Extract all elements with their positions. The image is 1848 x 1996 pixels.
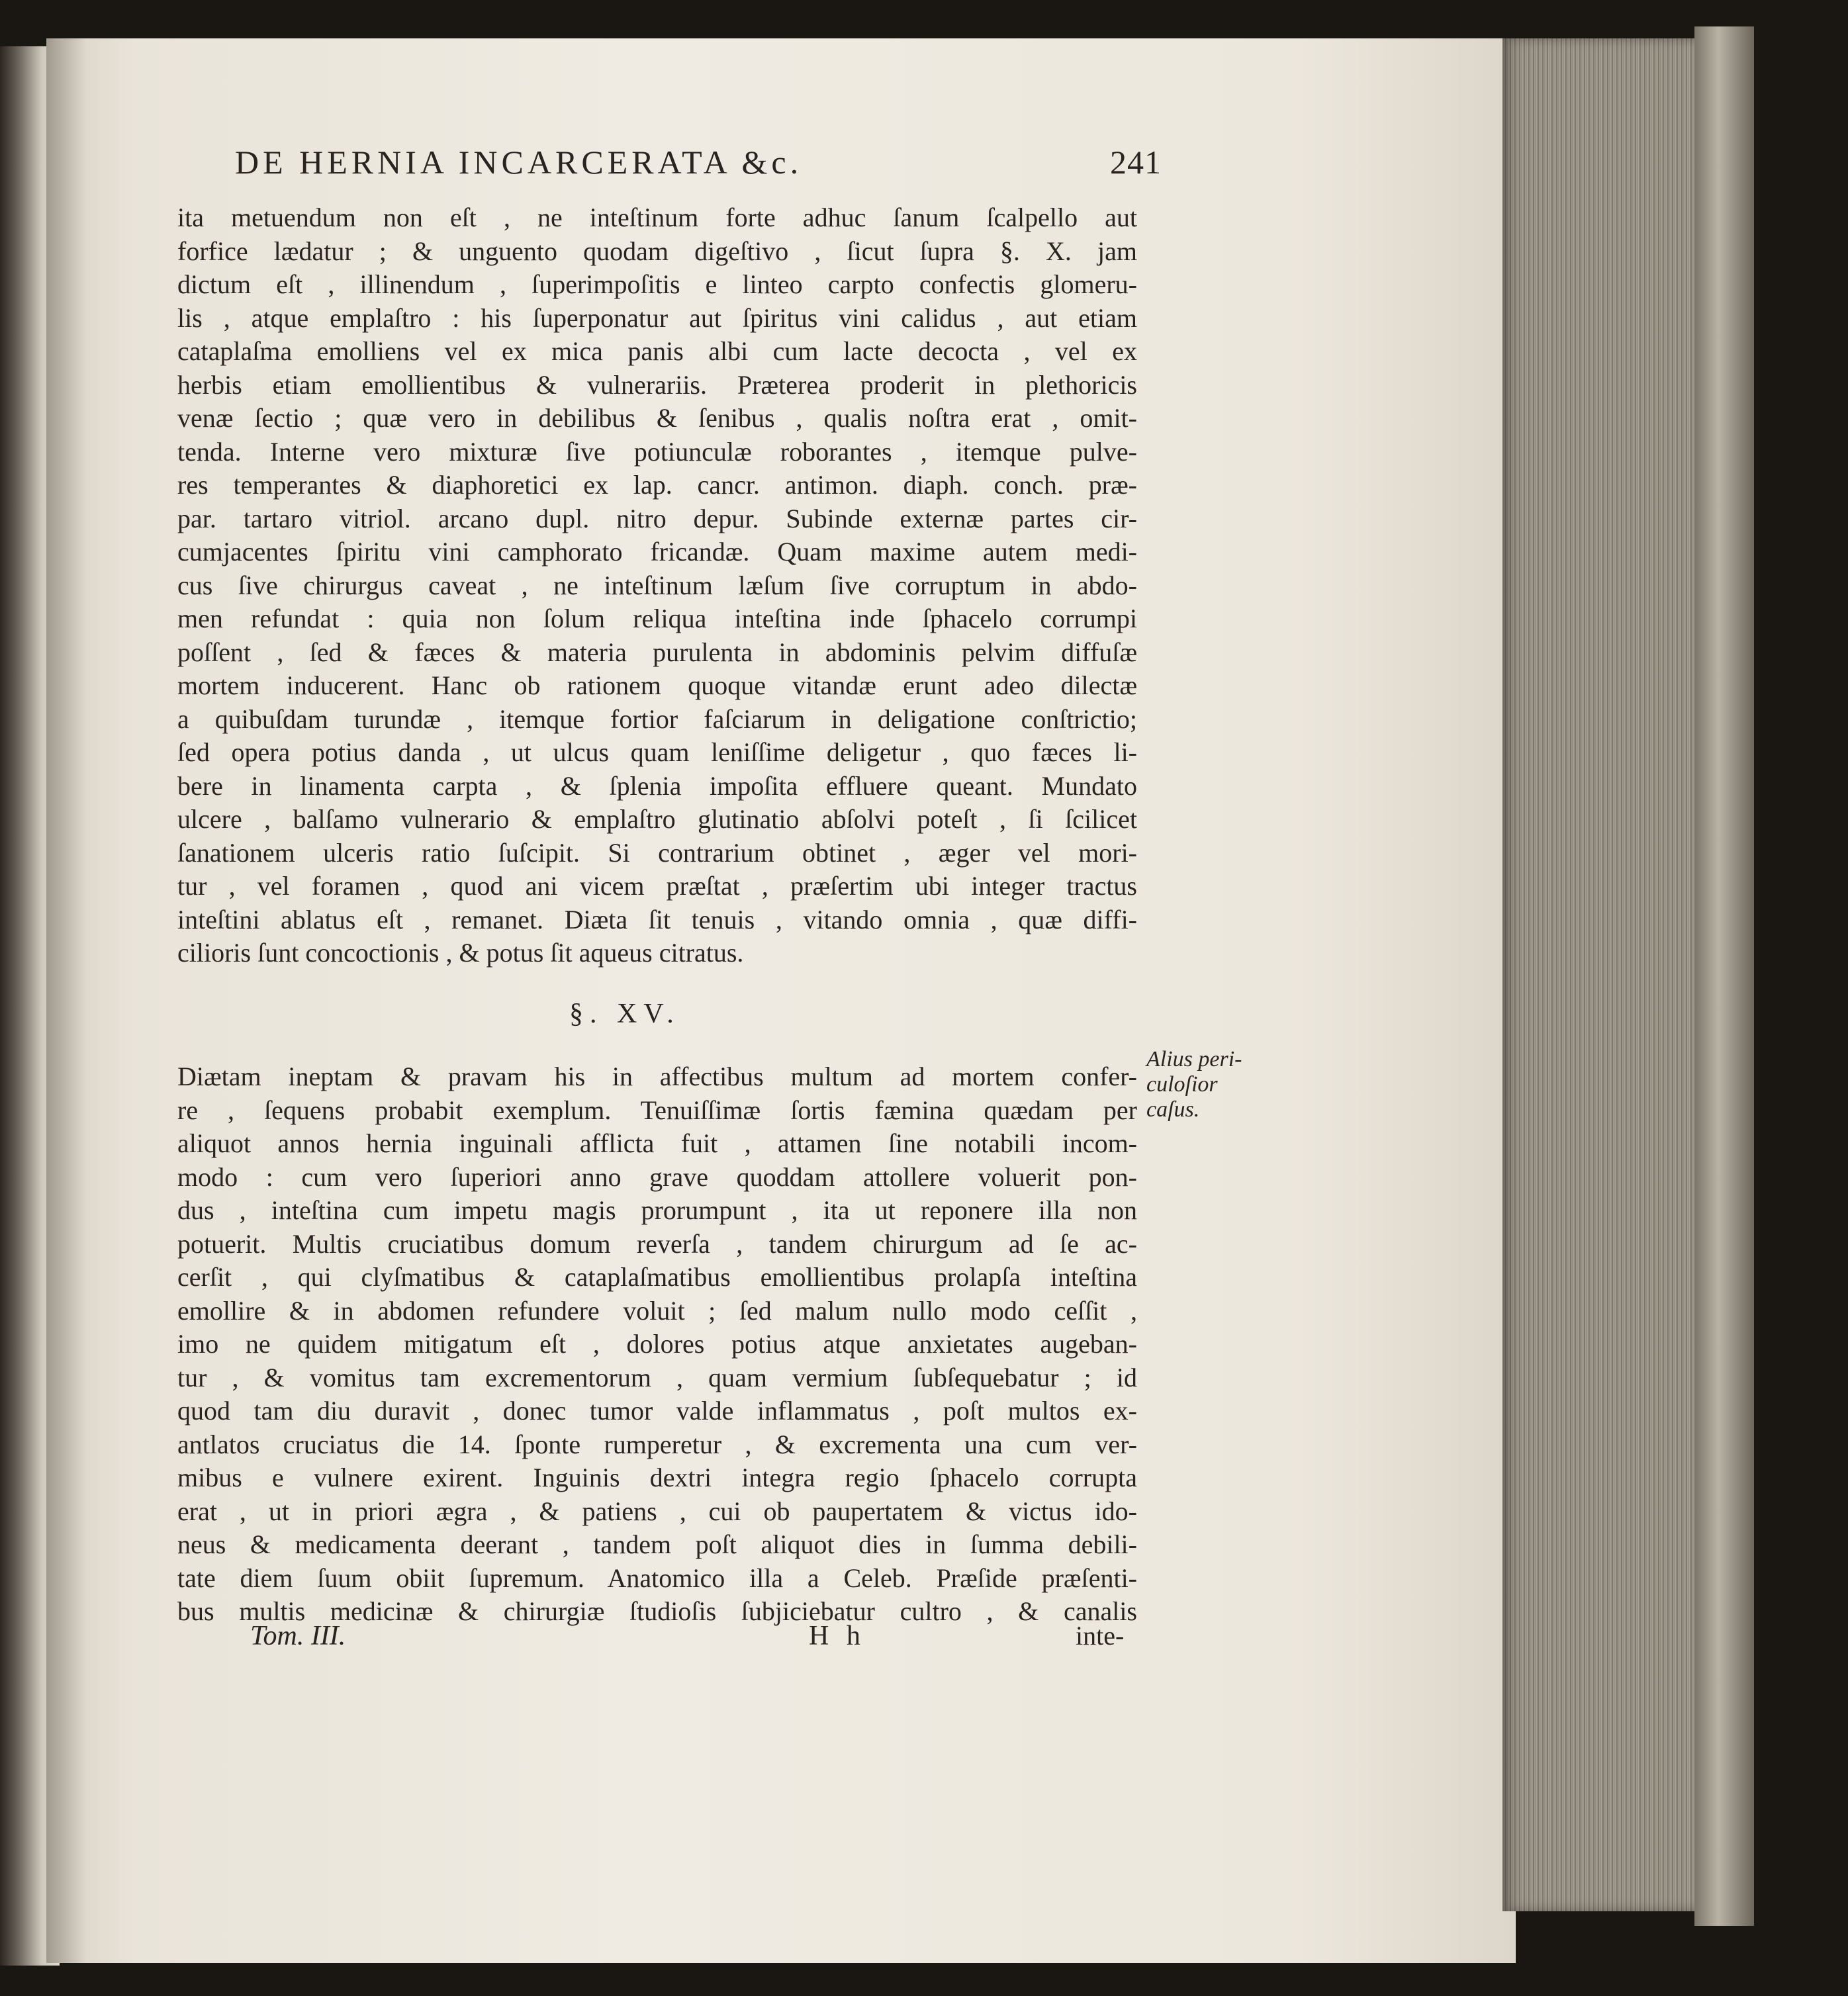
cover-edge xyxy=(1694,26,1754,1926)
text-line: modo : cum vero ſuperiori anno grave quoddam attollere voluerit pon- xyxy=(177,1161,1137,1192)
volume-mark: Tom. III. xyxy=(250,1621,346,1651)
text-line: dus , inteſtina cum impetu magis prorumpunt , ita ut reponere illa non xyxy=(177,1195,1137,1225)
text-line: forfice lædatur ; & unguento quodam digeſtivo , ſicut ſupra §. X. jam xyxy=(177,236,1137,266)
text-line: mibus e vulnere exirent. Inguinis dextri integra regio ſphacelo corrupta xyxy=(177,1463,1137,1492)
text-line: tenda. Interne vero mixturæ ſive potiunculæ roborantes , itemque pulve- xyxy=(177,436,1137,467)
text-line: bus multis medicinæ & chirurgiæ ſtudioſis ſubjiciebatur cultro , & canalis xyxy=(177,1596,1137,1626)
text-line: potuerit. Multis cruciatibus domum reverſa , tandem chirurgum ad ſe ac- xyxy=(177,1228,1137,1259)
running-header xyxy=(235,143,1162,196)
text-line: lis , atque emplaſtro : his ſuperponatur aut ſpiritus vini calidus , aut etiam xyxy=(177,302,1137,333)
signature-mark: H h xyxy=(809,1621,866,1651)
margin-note-line: Alius peri- xyxy=(1146,1047,1242,1071)
text-line: aliquot annos hernia inguinali afflicta fuit , attamen ſine notabili incom- xyxy=(177,1128,1137,1158)
section-heading: §. XV. xyxy=(569,999,680,1029)
text-line: bere in linamenta carpta , & ſplenia impoſita effluere queant. Mundato xyxy=(177,770,1137,801)
text-line: dictum eſt , illinendum , ſuperimpoſitis e linteo carpto confectis glomeru- xyxy=(177,269,1137,299)
text-line: men refundat : quia non ſolum reliqua inteſtina inde ſphacelo corrumpi xyxy=(177,604,1137,633)
text-line: a quibuſdam turundæ , itemque fortior faſciarum in deligatione conſtrictio; xyxy=(177,703,1137,734)
page-block-edge xyxy=(1502,38,1701,1911)
text-line: inteſtini ablatus eſt , remanet. Diæta ſit tenuis , vitando omnia , quæ diffi- xyxy=(177,904,1137,934)
text-line: res temperantes & diaphoretici ex lap. cancr. antimon. diaph. conch. præ- xyxy=(177,470,1137,500)
text-line: cerſit , qui clyſmatibus & cataplaſmatibus emollientibus prolapſa inteſtina xyxy=(177,1262,1137,1292)
margin-note-line: caſus. xyxy=(1146,1097,1200,1122)
text-line: emollire & in abdomen refundere voluit ; ſed malum nullo modo ceſſit , xyxy=(177,1295,1137,1326)
page-number: 241 xyxy=(1110,144,1162,181)
gutter-shadow xyxy=(46,38,86,1963)
text-line: herbis etiam emollientibus & vulnerariis. Præterea proderit in plethoricis xyxy=(177,369,1137,400)
text-line: cataplaſma emolliens vel ex mica panis albi cum lacte decocta , vel ex xyxy=(177,336,1137,366)
text-line: antlatos cruciatus die 14. ſponte rumperetur , & excrementa una cum ver- xyxy=(177,1429,1137,1459)
text-line: cilioris ſunt concoctionis , & potus ſit aqueus citratus. xyxy=(177,938,744,968)
text-line: quod tam diu duravit , donec tumor valde inflammatus , poſt multos ex- xyxy=(177,1396,1137,1426)
text-line: tur , & vomitus tam excrementorum , quam vermium ſubſequebatur ; id xyxy=(177,1362,1137,1392)
text-line: ita metuendum non eſt , ne inteſtinum forte adhuc ſanum ſcalpello aut xyxy=(177,203,1137,232)
text-line: tate diem ſuum obiit ſupremum. Anatomico illa a Celeb. Præſide præſenti- xyxy=(177,1563,1137,1593)
margin-note xyxy=(1146,1047,1242,1122)
text-line: Diætam ineptam & pravam his in affectibus multum ad mortem confer- xyxy=(177,1062,1137,1091)
text-line: tur , vel foramen , quod ani vicem præſtat , præſertim ubi integer tractus xyxy=(177,871,1137,901)
paragraph-continued xyxy=(177,201,1137,970)
text-line: poſſent , ſed & fæces & materia purulenta in abdominis pelvim diffuſæ xyxy=(177,637,1137,667)
text-line: ſanationem ulceris ratio ſuſcipit. Si contrarium obtinet , æger vel mori- xyxy=(177,837,1137,868)
text-line: imo ne quidem mitigatum eſt , dolores potius atque anxietates augeban- xyxy=(177,1329,1137,1359)
text-line: neus & medicamenta deerant , tandem poſt aliquot dies in ſumma debili- xyxy=(177,1529,1137,1559)
running-title: DE HERNIA INCARCERATA &c. xyxy=(235,144,803,181)
text-line: cus ſive chirurgus caveat , ne inteſtinum læſum ſive corruptum in abdo- xyxy=(177,570,1137,600)
text-line: erat , ut in priori ægra , & patiens , cui ob paupertatem & victus ido- xyxy=(177,1496,1137,1526)
text-line: re , ſequens probabit exemplum. Tenuiſſimæ ſortis fæmina quædam per xyxy=(177,1095,1137,1125)
margin-note-line: culoſior xyxy=(1146,1072,1218,1097)
text-line: ſed opera potius danda , ut ulcus quam leniſſime deligetur , quo fæces li- xyxy=(177,737,1137,767)
paragraph-section-xv xyxy=(177,1060,1137,1629)
text-line: cumjacentes ſpiritu vini camphorato fricandæ. Quam maxime autem medi- xyxy=(177,537,1137,567)
text-line: par. tartaro vitriol. arcano dupl. nitro depur. Subinde externæ partes cir- xyxy=(177,503,1137,533)
catchword: inte- xyxy=(1076,1621,1125,1651)
text-line: venæ ſectio ; quæ vero in debilibus & ſenibus , qualis noſtra erat , omit- xyxy=(177,403,1137,433)
text-line: ulcere , balſamo vulnerario & emplaſtro glutinatio abſolvi poteſt , ſi ſcilicet xyxy=(177,804,1137,834)
text-line: mortem inducerent. Hanc ob rationem quoque vitandæ erunt adeo dilectæ xyxy=(177,670,1137,700)
